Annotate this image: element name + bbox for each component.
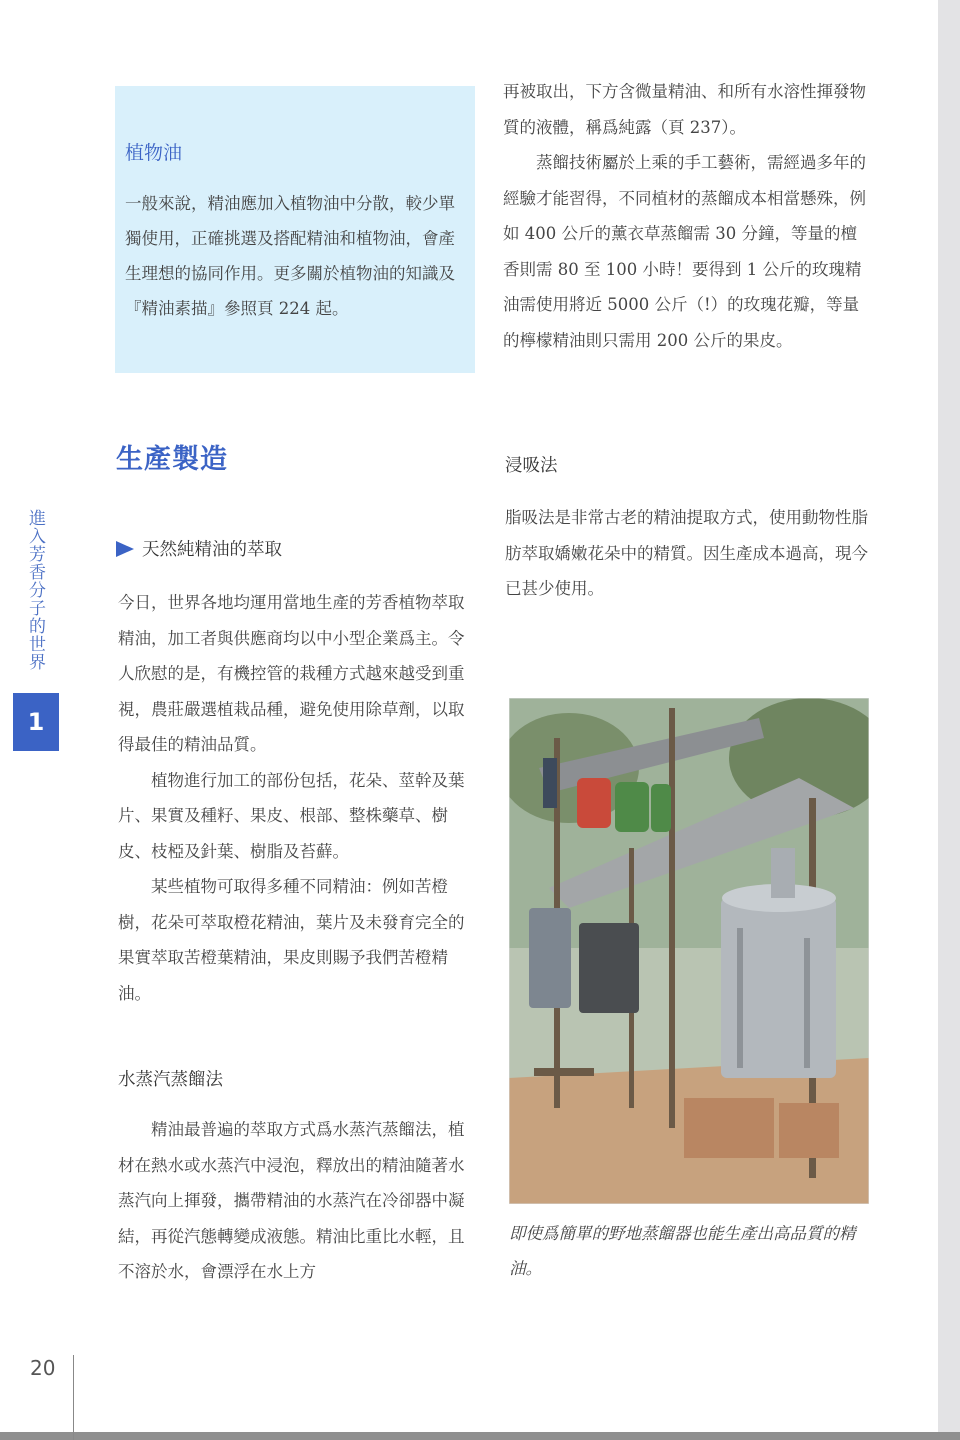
info-box-title: 植物油 — [125, 142, 183, 164]
page-edge-shadow — [938, 0, 960, 1440]
paragraph: 精油最普遍的萃取方式爲水蒸汽蒸餾法，植材在熱水或水蒸汽中浸泡，釋放出的精油隨著水蒸汽向上揮發，攜帶精油的水蒸汽在冷卻器中凝結，再從汽態轉變成液態。精油比重比水輕，且不溶於水，會漂浮在水上方 — [118, 1120, 465, 1281]
paragraph: 今日，世界各地均運用當地生產的芳香植物萃取精油，加工者與供應商均以中小型企業爲主。令人欣慰的是，有機控管的栽種方式越來越受到重視，農莊嚴選植栽品種，避免使用除草劑，以取得最佳的精油品質。 — [118, 593, 465, 754]
page-bottom-edge — [0, 1432, 960, 1440]
info-box-body: 一般來說，精油應加入植物油中分散，較少單獨使用，正確挑選及搭配精油和植物油，會產生理想的協同作用。更多關於植物油的知識及『精油素描』參照頁 224 起。 — [125, 194, 455, 318]
enfleurage-title: 浸吸法 — [505, 456, 558, 476]
paragraph: 再被取出，下方含微量精油、和所有水溶性揮發物質的液體，稱爲純露（頁 237）。 — [503, 82, 866, 137]
steam-distillation-body — [118, 1112, 480, 1290]
paragraph: 植物進行加工的部份包括，花朵、莖幹及葉片、果實及種籽、果皮、根部、整株藥草、樹皮、枝椏及針葉、樹脂及苔蘚。 — [118, 770, 465, 861]
subheading — [116, 536, 282, 561]
chapter-number-tab: 1 — [13, 693, 59, 751]
paragraph: 某些植物可取得多種不同精油：例如苦橙樹，花朵可萃取橙花精油，葉片及未發育完全的果實萃取苦橙葉精油，果皮則賜予我們苦橙精油。 — [118, 877, 465, 1003]
page-number-rule — [73, 1355, 74, 1440]
steam-distillation-title: 水蒸汽蒸餾法 — [118, 1070, 223, 1090]
paragraph: 脂吸法是非常古老的精油提取方式，使用動物性脂肪萃取嬌嫩花朵中的精質。因生產成本過高，現今已甚少使用。 — [505, 508, 868, 598]
page-number: 20 — [30, 1356, 56, 1380]
section-body — [118, 585, 480, 1011]
photo-caption: 即使爲簡單的野地蒸餾器也能生產出高品質的精油。 — [509, 1224, 856, 1278]
subheading-text: 天然純精油的萃取 — [142, 540, 282, 560]
section-title: 生產製造 — [116, 444, 228, 475]
arrow-right-icon — [116, 541, 134, 557]
chapter-sidebar-label: 進入芳香分子的世界 — [25, 508, 45, 671]
enfleurage-body — [505, 500, 870, 607]
right-column-body — [503, 74, 868, 358]
distillery-photo — [509, 698, 869, 1204]
paragraph: 蒸餾技術屬於上乘的手工藝術，需經過多年的經驗才能習得，不同植材的蒸餾成本相當懸殊，例如 400 公斤的薰衣草蒸餾需 30 分鐘，等量的檀香則需 80 至 100 小時！要得到 1 公斤的玫瑰精油需使用將近 5000 公斤（!）的玫瑰花瓣，等量的檸檬精油則只需用 200 公斤的果皮。 — [503, 153, 866, 350]
